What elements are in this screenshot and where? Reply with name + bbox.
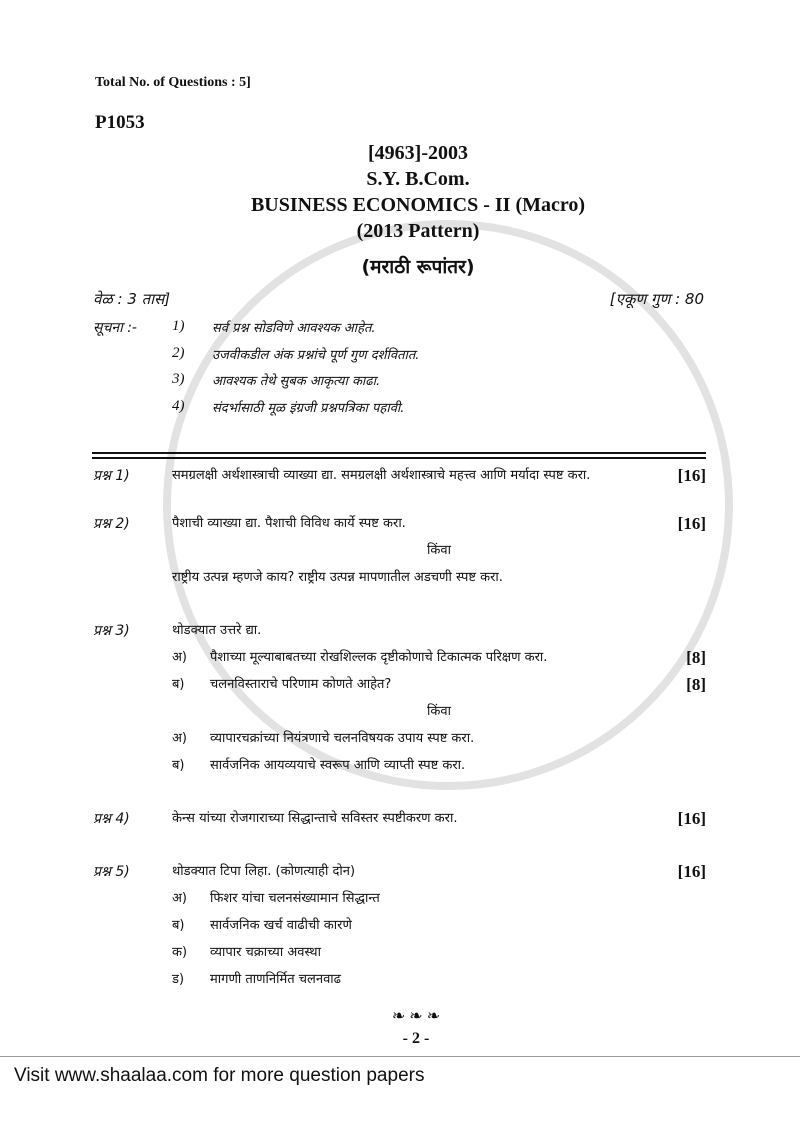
question-marks: [16] [677,809,706,828]
question-part [93,889,706,909]
instruction-text: आवश्यक तेथे सुबक आकृत्या काढा. [212,374,381,389]
page-number: - 2 - [402,1030,430,1047]
question-text: थोडक्यात टिपा लिहा. (कोणत्याही दोन) [172,864,356,879]
question-3 [93,621,706,641]
part-number: ब) [172,758,185,773]
part-number: क) [172,945,188,960]
question-text: पैशाची व्याख्या द्या. पैशाची विविध कार्ये स्पष्ट करा. [172,516,406,531]
question-5 [93,862,706,882]
question-label: प्रश्न 5) [93,864,130,880]
question-label: प्रश्न 3) [93,623,130,639]
question-text: समग्रलक्षी अर्थशास्त्राची व्याख्या द्या. समग्रलक्षी अर्थशास्त्राचे महत्त्व आणि मर्यादा स्पष्ट करा. [172,468,591,483]
part-number: ब) [172,918,185,933]
part-text: व्यापारचक्रांच्या नियंत्रणाचे चलनविषयक उपाय स्पष्ट करा. [210,731,475,746]
question-4 [93,809,706,829]
question-text: केन्स यांच्या रोजगाराच्या सिद्धान्ताचे सविस्तर स्पष्टीकरण करा. [172,811,458,826]
or-label: किंवा [427,704,451,719]
or-label: किंवा [427,543,451,558]
question-label: प्रश्न 4) [93,811,130,827]
question-part [93,970,706,990]
instruction-number: 2) [172,345,185,361]
question-alt-text: राष्ट्रीय उत्पन्न म्हणजे काय? राष्ट्रीय उत्पन्न मापणातील अडचणी स्पष्ट करा. [172,570,503,585]
course: S.Y. B.Com. [366,168,470,190]
questions-section [93,466,706,990]
instruction-text: संदर्भासाठी मूळ इंग्रजी प्रश्नपत्रिका पहावी. [212,401,405,416]
part-text: व्यापार चक्राच्या अवस्था [210,945,321,960]
instruction-text: सर्व प्रश्न सोडविणे आवश्यक आहेत. [212,321,376,336]
instruction-number: 1) [172,318,185,334]
paper-code: P1053 [95,112,145,133]
question-marks: [16] [677,514,706,533]
question-part [93,943,706,963]
pattern: (2013 Pattern) [356,220,480,242]
part-number: ब) [172,677,185,692]
divider [92,452,706,454]
part-number: अ) [172,650,188,665]
part-number: ड) [172,972,185,987]
part-text: फिशर यांचा चलनसंख्यामान सिद्धान्त [210,891,380,906]
question-text: थोडक्यात उत्तरे द्या. [172,623,262,638]
footer-divider [0,1056,800,1057]
time: वेळ : 3 तास] [93,290,171,308]
footer-link[interactable]: Visit www.shaalaa.com for more question papers [14,1065,425,1086]
subject: BUSINESS ECONOMICS - II (Macro) [250,194,586,216]
instruction-number: 3) [172,371,185,387]
question-label: प्रश्न 2) [93,516,130,532]
part-text: सार्वजनिक आयव्ययाचे स्वरूप आणि व्याप्ती स्पष्ट करा. [210,758,466,773]
translation: (मराठी रूपांतर) [361,256,475,278]
part-text: पैशाच्या मूल्याबाबतच्या रोखशिल्लक दृष्टीकोणाचे टिकात्मक परिक्षण करा. [210,650,548,665]
part-number: अ) [172,891,188,906]
seat-code: [4963]-2003 [368,142,468,164]
question-marks: [16] [677,466,706,485]
part-text: सार्वजनिक खर्च वाढीची कारणे [210,918,352,933]
end-mark-icon: ❧ ❧ ❧ [391,1008,441,1025]
instruction-text: उजवीकडील अंक प्रश्नांचे पूर्ण गुण दर्शवितात. [212,348,420,363]
instructions-label: सूचना :- [93,320,137,336]
question-2 [93,514,706,534]
total-questions: Total No. of Questions : 5] [95,75,251,90]
instruction-number: 4) [172,398,185,414]
question-part [93,729,706,749]
question-part [93,648,706,668]
question-label: प्रश्न 1) [93,468,130,484]
question-part [93,756,706,776]
part-text: मागणी ताणनिर्मित चलनवाढ [210,972,341,987]
question-2-alt [93,568,706,588]
question-marks: [16] [677,862,706,881]
part-marks: [8] [686,648,706,667]
question-1 [93,466,706,486]
part-marks: [8] [686,675,706,694]
part-text: चलनविस्ताराचे परिणाम कोणते आहेत? [210,677,392,692]
question-part [93,675,706,695]
part-number: अ) [172,731,188,746]
question-part [93,916,706,936]
divider [92,457,706,459]
total-marks: [एकूण गुण : 80 [609,290,704,308]
